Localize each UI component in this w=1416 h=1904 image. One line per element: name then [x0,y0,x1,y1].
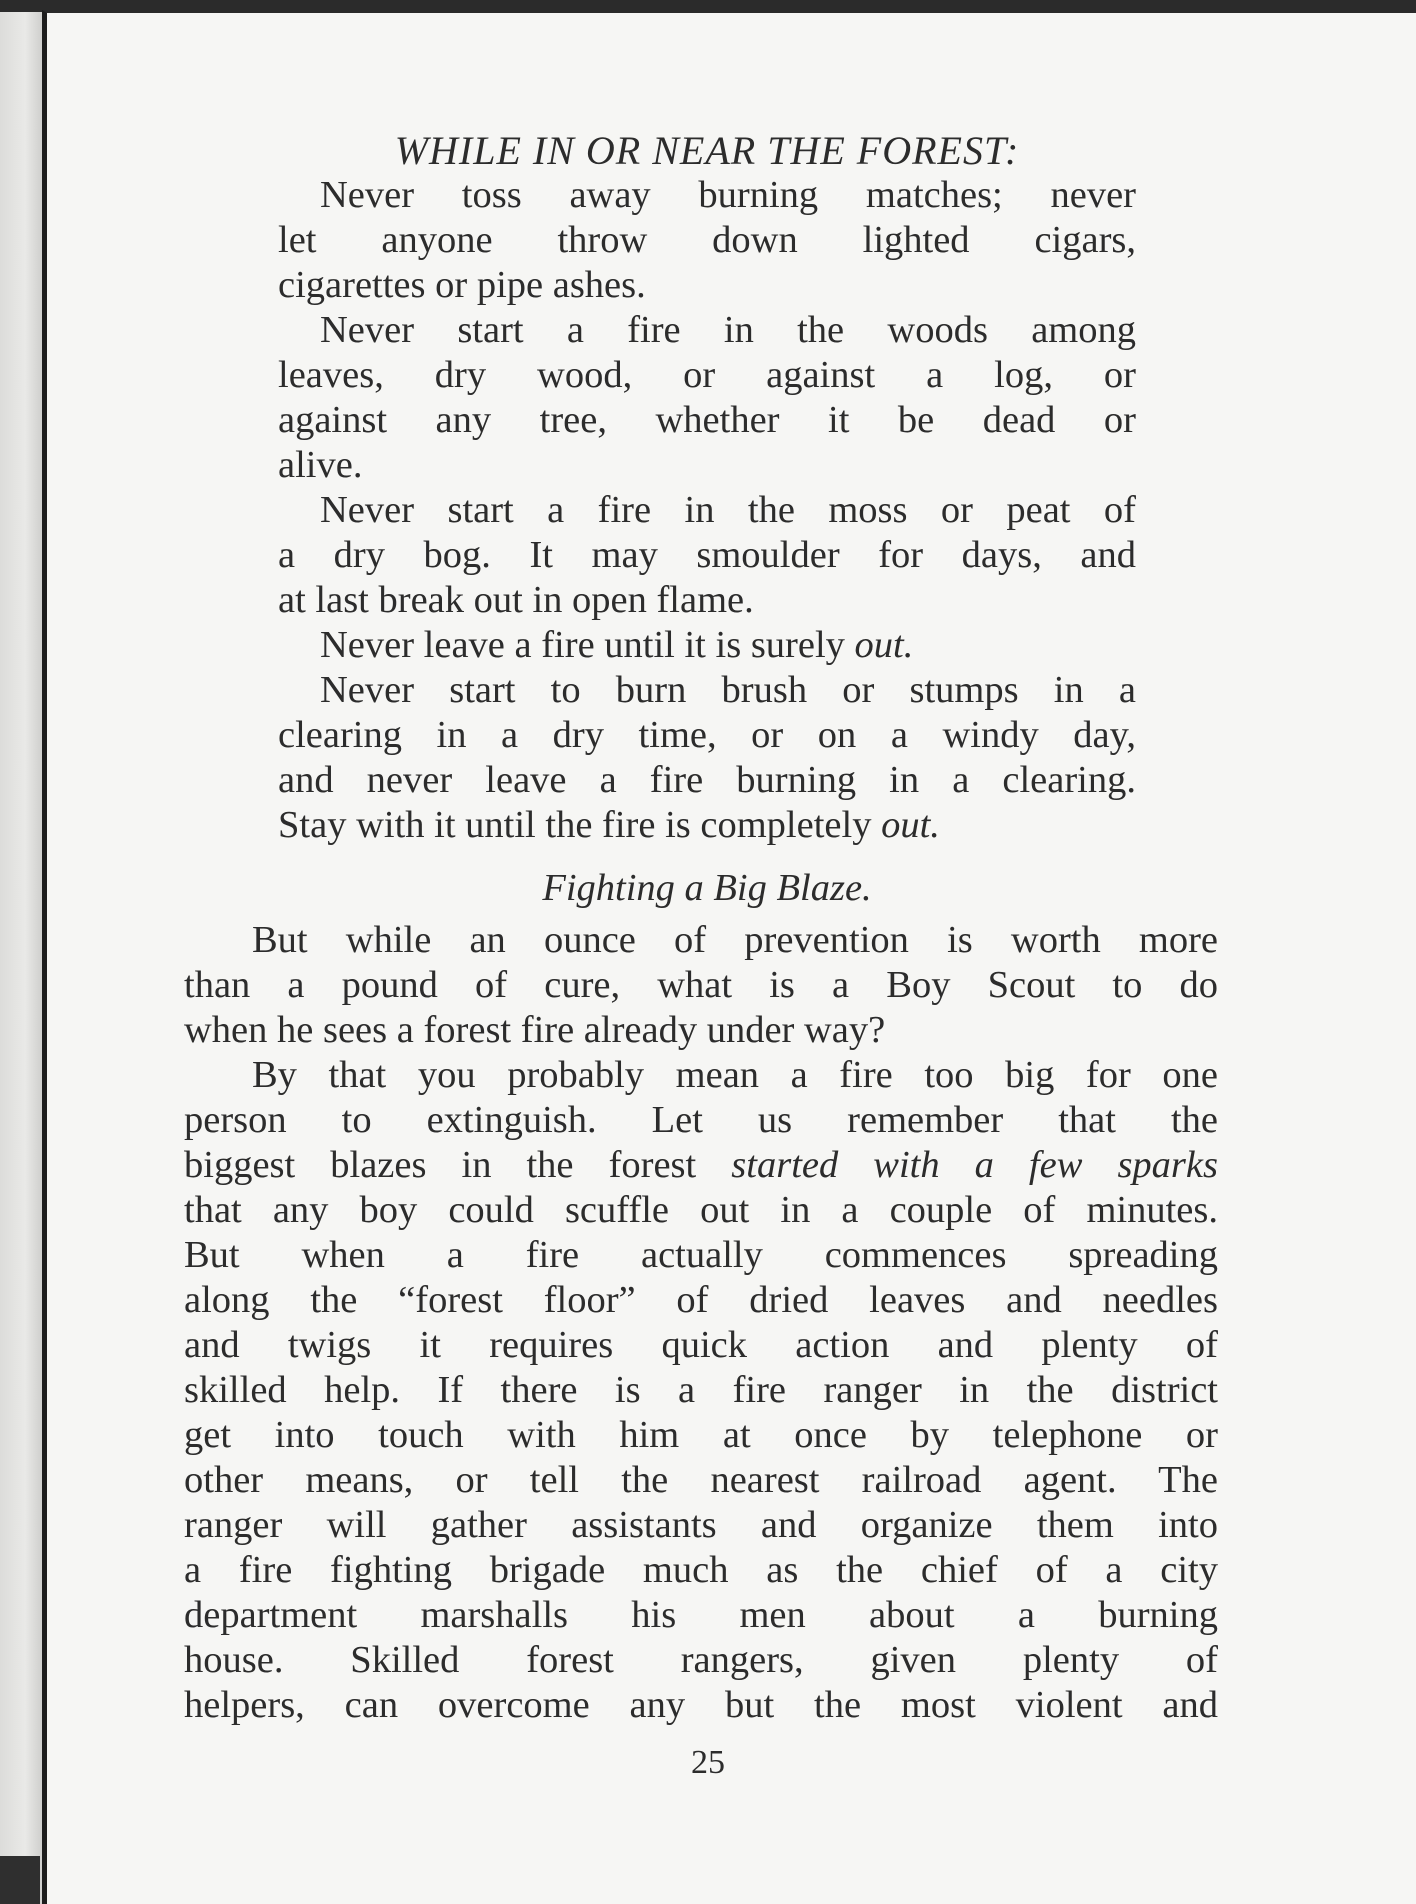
section-heading: WHILE IN OR NEAR THE FOREST: [394,128,1020,173]
rule-4-text: Never leave a fire until it is surely [320,624,855,666]
para-2-line-7: and twigs it requires quick action and plenty of [184,1324,1218,1366]
para-2-line-13: department marshalls his men about a burning [184,1594,1218,1636]
rule-5-line-3: and never leave a fire burning in a clearing. [278,759,1136,801]
rule-5-line-4 [278,803,1136,848]
para-1-line-2: than a pound of cure, what is a Boy Scout to do [184,964,1218,1006]
para-2-line-15: helpers, can overcome any but the most violent and [184,1684,1218,1726]
rule-3-line-2: a dry bog. It may smoulder for days, and [278,534,1136,576]
para-2-line-2: person to extinguish. Let us remember that the [184,1099,1218,1141]
rule-3-line-1: Never start a fire in the moss or peat of [320,489,1136,531]
rule-3-line-3: at last break out in open flame. [278,579,754,621]
rule-1-line-2: let anyone throw down lighted cigars, [278,219,1136,261]
para-2-line-10: other means, or tell the nearest railroad agent. The [184,1459,1218,1501]
para-2-emphasis: started with a few sparks [731,1144,1218,1186]
rule-1-line-3: cigarettes or pipe ashes. [278,264,646,306]
para-2-line-11: ranger will gather assistants and organize them into [184,1504,1218,1546]
para-2-line-14: house. Skilled forest rangers, given plenty of [184,1639,1218,1681]
rule-5-line-2: clearing in a dry time, or on a windy day, [278,714,1136,756]
rule-5-line-1: Never start to burn brush or stumps in a [320,669,1136,711]
rule-1-line-1: Never toss away burning matches; never [320,174,1136,216]
rule-2-line-4: alive. [278,444,363,486]
para-2-line-6: along the “forest floor” of dried leaves and needles [184,1279,1218,1321]
para-2-line-8: skilled help. If there is a fire ranger in the district [184,1369,1218,1411]
rule-2-line-2: leaves, dry wood, or against a log, or [278,354,1136,396]
rule-4-line-1 [320,623,1136,668]
para-1-line-1: But while an ounce of prevention is worth more [252,919,1218,961]
page-number: 25 [691,1744,725,1781]
para-2-line-12: a fire fighting brigade much as the chief of a city [184,1549,1218,1591]
para-2-line-3-text: biggest blazes in the forest [184,1144,732,1186]
section-title: Fighting a Big Blaze. [542,867,872,909]
rule-4-emphasis: out. [854,624,914,666]
para-2-line-5: But when a fire actually commences spreading [184,1234,1218,1276]
para-1-line-3: when he sees a forest fire already under way? [184,1009,886,1051]
rule-5-text: Stay with it until the fire is completely [278,804,882,846]
para-2-line-4: that any boy could scuffle out in a couple of minutes. [184,1189,1218,1231]
rule-2-line-1: Never start a fire in the woods among [320,309,1136,351]
para-2-line-1: By that you probably mean a fire too big for one [252,1054,1218,1096]
rule-2-line-3: against any tree, whether it be dead or [278,399,1136,441]
para-2-line-9: get into touch with him at once by telephone or [184,1414,1218,1456]
rule-5-emphasis: out. [881,804,940,846]
para-2-line-3 [184,1143,1218,1188]
